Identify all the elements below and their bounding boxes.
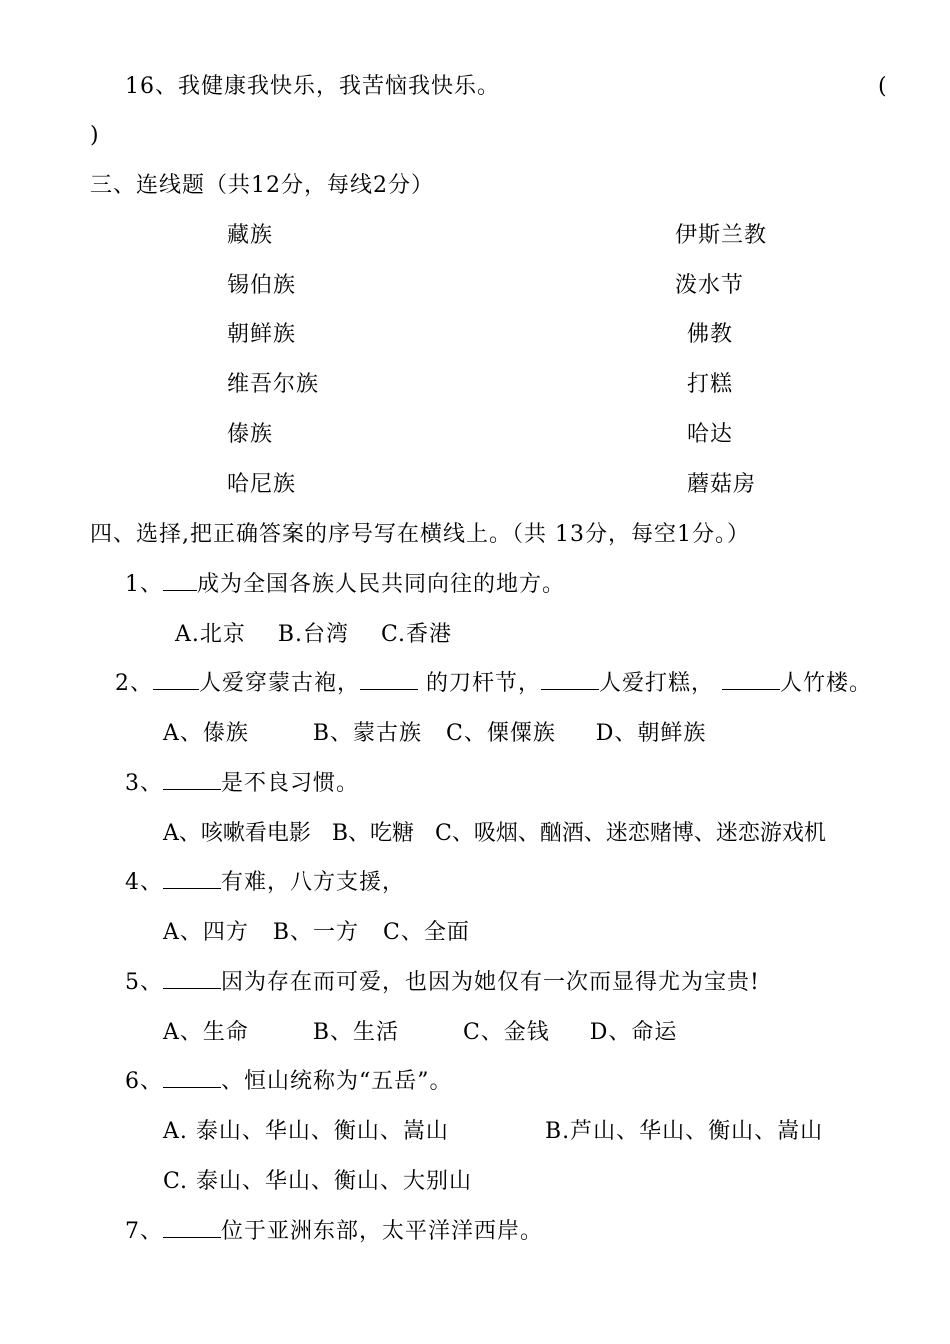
match-right-item: 哈达 [687, 422, 734, 447]
q16-paren-open: ( [878, 74, 888, 99]
answer-blank[interactable] [153, 673, 199, 690]
q2-text-1: 人爱穿蒙古袍， [199, 671, 361, 696]
section4-title: 四、选择,把正确答案的序号写在横线上。（共 13分，每空1分。） [90, 522, 750, 547]
q2-stem [115, 669, 872, 699]
match-left-item: 哈尼族 [227, 472, 297, 497]
match-left-item: 维吾尔族 [227, 372, 320, 397]
q3-number: 3、 [125, 771, 163, 796]
q4-number: 4、 [125, 870, 163, 895]
q6-number: 6、 [125, 1069, 163, 1094]
q6-text: 、恒山统称为“五岳”。 [221, 1069, 453, 1094]
match-right-item: 蘑菇房 [687, 472, 757, 497]
answer-blank[interactable] [163, 872, 221, 889]
q1-number: 1、 [125, 572, 163, 597]
q5-stem [125, 968, 760, 998]
q2-text-2: 的刀杆节， [418, 671, 542, 696]
q5-options: A、生命 B、生活 C、金钱 D、命运 [163, 1020, 678, 1045]
answer-blank[interactable] [163, 773, 221, 790]
q1-stem [125, 570, 565, 600]
q1-options: A.北京 B.台湾 C.香港 [175, 622, 453, 647]
answer-blank[interactable] [722, 673, 780, 690]
q7-stem [125, 1217, 543, 1247]
answer-blank[interactable] [163, 574, 197, 591]
q4-stem [125, 868, 405, 898]
q2-text-3: 人爱打糕， [599, 671, 715, 696]
q3-text: 是不良习惯。 [221, 771, 360, 796]
answer-blank[interactable] [541, 673, 599, 690]
match-left-item: 朝鲜族 [227, 322, 297, 347]
match-right-item: 佛教 [687, 322, 734, 347]
q4-options: A、四方 B、一方 C、全面 [163, 920, 470, 945]
q3-stem [125, 769, 359, 799]
q4-text: 有难，八方支援， [221, 870, 406, 895]
q6-stem [125, 1067, 453, 1097]
section3-title: 三、连线题（共12分，每线2分） [90, 173, 434, 198]
answer-blank[interactable] [163, 972, 221, 989]
q16-text: 16、我健康我快乐，我苦恼我快乐。 [125, 74, 500, 99]
q3-options: A、咳嗽看电影 B、吃糖 C、吸烟、酗酒、迷恋赌博、迷恋游戏机 [163, 821, 826, 846]
match-right-item: 泼水节 [675, 273, 745, 298]
q6-option-b: B.芦山、华山、衡山、嵩山 [545, 1119, 824, 1144]
match-left-item: 傣族 [227, 422, 274, 447]
q2-options: A、傣族 B、蒙古族 C、傈僳族 D、朝鲜族 [163, 721, 707, 746]
answer-blank[interactable] [360, 673, 418, 690]
answer-blank[interactable] [163, 1071, 221, 1088]
q2-number: 2、 [115, 671, 153, 696]
q5-number: 5、 [125, 970, 163, 995]
q7-number: 7、 [125, 1219, 163, 1244]
q6-option-c: C. 泰山、华山、衡山、大别山 [163, 1169, 473, 1194]
q1-text: 成为全国各族人民共同向往的地方。 [197, 572, 566, 597]
match-left-item: 藏族 [227, 223, 274, 248]
match-left-item: 锡伯族 [227, 273, 297, 298]
match-right-item: 伊斯兰教 [675, 223, 768, 248]
q6-option-a: A. 泰山、华山、衡山、嵩山 [163, 1119, 449, 1144]
q5-text: 因为存在而可爱，也因为她仅有一次而显得尤为宝贵! [221, 970, 760, 995]
match-right-item: 打糕 [687, 372, 734, 397]
answer-blank[interactable] [163, 1221, 221, 1238]
q7-text: 位于亚洲东部，太平洋洋西岸。 [221, 1219, 544, 1244]
q16-paren-close: ) [90, 123, 100, 148]
q2-text-4: 人竹楼。 [780, 671, 873, 696]
